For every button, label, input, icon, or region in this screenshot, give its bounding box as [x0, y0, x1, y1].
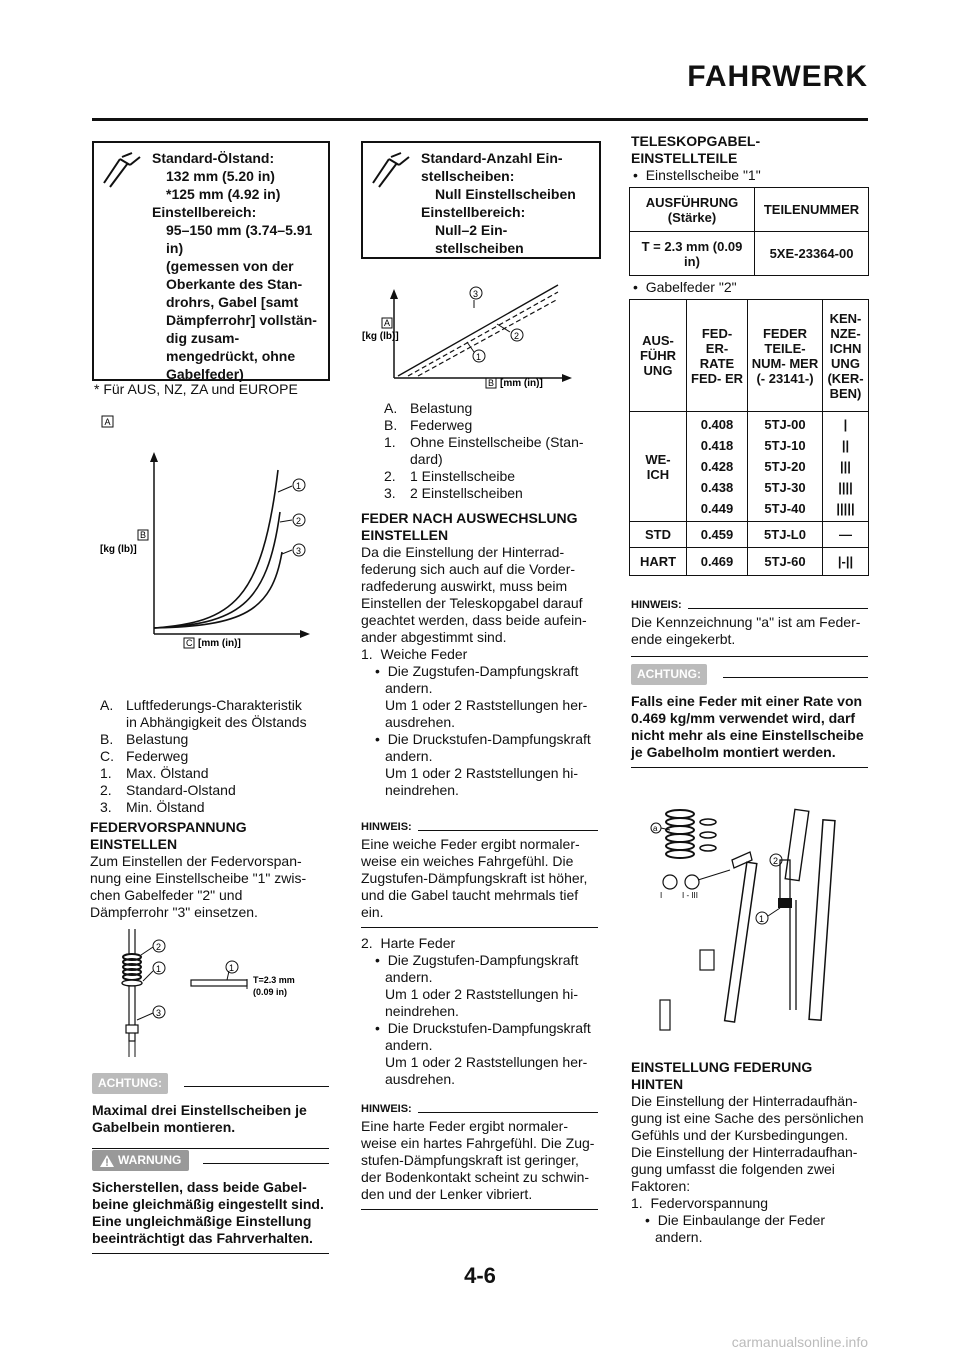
caution-line: je Gabelholm montiert werden.: [631, 744, 836, 760]
list-item-soft: 1. Weiche Feder: [361, 646, 468, 662]
body-line: gung ist eine Sache des persönlichen: [631, 1110, 864, 1126]
section-title: EINSTELLUNG FEDERUNG: [631, 1059, 813, 1075]
section-title-cont: HINTEN: [631, 1076, 684, 1092]
section-title: FEDERVORSPANNUNG: [90, 819, 247, 835]
caution-left: [92, 1073, 329, 1149]
table-cell: 5TJ-00: [764, 417, 806, 432]
section-rear-suspension: [631, 1059, 871, 1246]
fig3-label-b: B: [488, 378, 495, 388]
bullet-cont: ausdrehen.: [385, 714, 456, 730]
fig-unit-y: [kg (lb)]: [100, 544, 137, 555]
caution-line: nicht mehr als eine Einstellscheibe: [631, 727, 864, 743]
bullet-cont: Um 1 oder 2 Raststellungen her-: [385, 1054, 588, 1070]
table-cell: 5XE-23364-00: [755, 232, 869, 276]
note-soft: [361, 819, 598, 928]
fig4-marking-2: I - III: [682, 891, 698, 900]
legend-item: in Abhängigkeit des Ölstands: [126, 714, 307, 730]
fig4-callout-1: 1: [759, 914, 765, 924]
table-cell: 0.428: [700, 459, 734, 474]
bullet-item: • Einstellscheibe "1": [633, 167, 761, 183]
bullet-cont: Um 1 oder 2 Raststellungen her-: [385, 697, 588, 713]
note-line: weise ein weiches Fahrgefühl. Die: [361, 853, 574, 869]
spec-line: Oberkante des Stan-: [166, 276, 303, 292]
table-cell: 0.408: [700, 417, 734, 432]
legend-item: B. Federweg: [384, 417, 473, 433]
caution-badge: ACHTUNG:: [631, 664, 707, 685]
fig-label-c: C: [186, 638, 193, 648]
table-cell: |: [843, 417, 848, 432]
bullet-cont: andern.: [385, 748, 433, 764]
legend-item: 2. Standard-Olstand: [100, 782, 236, 798]
section-title-cont: EINSTELLEN: [361, 527, 449, 543]
body-line: Einstellen der Teleskopgabel darauf: [361, 595, 583, 611]
caution-line: Falls eine Feder mit einer Rate von: [631, 693, 863, 709]
header-rule: [92, 118, 868, 121]
fig-label-b: B: [140, 530, 147, 540]
fig4-label-a: a: [653, 824, 658, 833]
caliper-icon: [100, 151, 144, 191]
watermark: carmanualsonline.info: [731, 1334, 868, 1350]
bullet-cont: neindrehen.: [385, 1003, 459, 1019]
note-line: den und der Lenker vibriert.: [361, 1186, 533, 1202]
spec-line: 132 mm (5.20 in): [166, 168, 275, 184]
warning-badge: WARNUNG: [92, 1150, 189, 1171]
bullet-cont: andern.: [655, 1229, 703, 1245]
list-item-hard: 2. Harte Feder: [361, 935, 456, 951]
spec-line: stellscheiben: [435, 240, 524, 256]
warning-left: [92, 1150, 329, 1254]
fig2-callout-1: 1: [156, 964, 162, 974]
table-cell: |-||: [823, 548, 869, 576]
spec-line: Einstellbereich:: [152, 204, 257, 220]
note-line: Eine harte Feder ergibt normaler-: [361, 1118, 568, 1134]
bullet-cont: Um 1 oder 2 Raststellungen hi-: [385, 765, 578, 781]
table-cell: 5TJ-10: [764, 438, 806, 453]
table-header: FED- ER- RATE FED- ER: [687, 300, 748, 412]
section-title-cont: EINSTELLTEILE: [631, 150, 738, 166]
body-line: Da die Einstellung der Hinterrad-: [361, 544, 565, 560]
body-line: Die Einstellung der Hinterradaufhan-: [631, 1144, 858, 1160]
note-line: ein.: [361, 904, 384, 920]
spec-line: mengedrückt, ohne: [166, 348, 296, 364]
bullet-cont: andern.: [385, 680, 433, 696]
note-line: Eine weiche Feder ergibt normaler-: [361, 836, 580, 852]
body-line: geachtet werden, dass beide aufein-: [361, 612, 587, 628]
fig4-callout-2: 2: [773, 856, 779, 866]
legend-oil-level: [100, 697, 335, 816]
section-spring-change: [361, 510, 601, 799]
spacer-rate-diagram: [362, 280, 582, 392]
fig2-thickness-in: (0.09 in): [253, 987, 288, 997]
fig3-callout-1: 1: [476, 352, 482, 362]
note-line: stufen-Dämpfungskraft ist geringer,: [361, 1152, 579, 1168]
warning-line: beine gleichmäßig eingestellt sind.: [92, 1196, 324, 1212]
spec-line: (gemessen von der: [166, 258, 294, 274]
table-cell: HART: [630, 548, 687, 576]
table-header: AUS- FÜHR UNG: [630, 300, 687, 412]
spring-table: [629, 299, 869, 576]
table-cell: 5TJ-60: [748, 548, 823, 576]
spec-line: Standard-Ölstand:: [152, 150, 275, 166]
fig2-callout-3: 3: [156, 1008, 162, 1018]
legend-item: 3. 2 Einstellscheiben: [384, 485, 523, 501]
spec-line: stellscheiben:: [421, 168, 515, 184]
table-cell: 0.469: [687, 548, 748, 576]
legend-item: 1. Max. Ölstand: [100, 765, 209, 781]
table-cell: 0.459: [687, 522, 748, 548]
body-line: Die Einstellung der Hinterradaufhän-: [631, 1093, 858, 1109]
list-item: 1. Federvorspannung: [631, 1195, 768, 1211]
note-label: HINWEIS:: [631, 599, 682, 611]
spec-line: drohrs, Gabel [samt: [166, 294, 299, 310]
fig-label-a: A: [104, 417, 111, 427]
table-header: FEDER TEILE- NUM- MER (- 23141-): [748, 300, 823, 412]
fork-exploded-diagram: [640, 800, 855, 1050]
spec-text-oil-level: [152, 149, 322, 383]
caliper-icon: [369, 151, 413, 191]
spacer-diagram: [115, 925, 325, 1060]
note-line: und die Gabel taucht mehrmals tief: [361, 887, 579, 903]
fig-callout-2: 2: [296, 516, 302, 526]
legend-item: 2. 1 Einstellscheibe: [384, 468, 516, 484]
fig2-thickness: T=2.3 mm: [253, 975, 295, 985]
bullet-item: • Die Zugstufen-Dampfungskraft: [375, 663, 579, 679]
table-header: KEN- NZE- ICHN UNG (KER- BEN): [823, 300, 869, 412]
table-cell: |||: [840, 459, 851, 474]
fig3-unit-y: [kg (lb)]: [362, 331, 399, 342]
caution-line: Gabelbein montieren.: [92, 1119, 236, 1135]
legend-item: A. Belastung: [384, 400, 473, 416]
bullet-item: • Die Druckstufen-Dampfungskraft: [375, 1020, 591, 1036]
table-cell: 5TJ-L0: [748, 522, 823, 548]
spec-line: Null Einstellscheiben: [435, 186, 576, 202]
fig3-callout-2: 2: [514, 331, 520, 341]
legend-item: 3. Min. Ölstand: [100, 799, 205, 815]
body-line: nung eine Einstellscheibe "1" zwis-: [90, 870, 307, 886]
spec-line: 95–150 mm (3.74–5.91: [166, 222, 313, 238]
note-line: ende eingekerbt.: [631, 631, 736, 647]
bullet-cont: Um 1 oder 2 Raststellungen hi-: [385, 986, 578, 1002]
table-cell: ||: [841, 438, 850, 453]
spec-line: Dämpferrohr] vollstän-: [166, 312, 317, 328]
table-cell-group: WE- ICH: [630, 412, 687, 522]
note-line: weise ein hartes Fahrgefühl. Die Zug-: [361, 1135, 595, 1151]
caution-badge: ACHTUNG:: [92, 1073, 168, 1094]
note-line: der Bodenkontakt scheint zu schwin-: [361, 1169, 590, 1185]
spec-line: *125 mm (4.92 in): [166, 186, 281, 202]
table-cell: 0.449: [700, 501, 734, 516]
body-line: chen Gabelfeder "2" und: [90, 887, 243, 903]
body-line: Dämpferrohr "3" einsetzen.: [90, 904, 258, 920]
section-title-cont: EINSTELLEN: [90, 836, 178, 852]
bullet-cont: andern.: [385, 969, 433, 985]
table-cell: STD: [630, 522, 687, 548]
caution-line: Maximal drei Einstellscheiben je: [92, 1102, 307, 1118]
table-cell: 5TJ-30: [764, 480, 806, 495]
warning-line: beeinträchtigt das Fahrverhalten.: [92, 1230, 313, 1246]
table-cell: T = 2.3 mm (0.09 in): [630, 232, 755, 276]
table-header: TEILENUMMER: [755, 188, 869, 232]
table-header: AUSFÜHRUNG (Stärke): [630, 188, 755, 232]
note-label: HINWEIS:: [361, 1103, 412, 1115]
section-title: FEDER NACH AUSWECHSLUNG: [361, 510, 578, 526]
table-cell: 5TJ-20: [764, 459, 806, 474]
body-line: Faktoren:: [631, 1178, 691, 1194]
table-cell: |||||: [836, 501, 855, 516]
air-spring-diagram: [92, 412, 332, 657]
spec-line: Null–2 Ein-: [435, 222, 508, 238]
bullet-item: • Die Einbaulange der Feder: [645, 1212, 826, 1228]
fig3-callout-3: 3: [473, 289, 479, 299]
table-cell: 5TJ-40: [764, 501, 806, 516]
legend-item: A. Luftfederungs-Charakteristik: [100, 697, 302, 713]
warning-triangle-icon: [100, 1155, 114, 1167]
body-line: ander abgestimmt sind.: [361, 629, 507, 645]
legend-spacers: [384, 400, 599, 502]
table-cell: 0.438: [700, 480, 734, 495]
warning-line: Eine ungleichmäßige Einstellung: [92, 1213, 312, 1229]
bullet-cont: andern.: [385, 1037, 433, 1053]
body-line: Gefühls und der Kursbedingungen.: [631, 1127, 849, 1143]
list-hard: [361, 935, 601, 1088]
spec-box-spacers: [361, 141, 601, 259]
legend-item: C. Federweg: [100, 748, 189, 764]
spec-line: Standard-Anzahl Ein-: [421, 150, 563, 166]
page-title: FAHRWERK: [687, 60, 868, 93]
spec-line: Einstellbereich:: [421, 204, 526, 220]
fig3-label-a: A: [384, 318, 391, 328]
bullet-item: • Die Druckstufen-Dampfungskraft: [375, 731, 591, 747]
spec-footnote: * Für AUS, NZ, ZA und EUROPE: [94, 381, 298, 397]
table-cell: ||||: [838, 480, 853, 495]
caution-right: [631, 664, 868, 768]
note-right: [631, 597, 868, 657]
spacer-table: [629, 187, 869, 276]
legend-item: B. Belastung: [100, 731, 189, 747]
caution-line: 0.469 kg/mm verwendet wird, darf: [631, 710, 856, 726]
spec-line: in): [166, 240, 184, 256]
legend-item: 1. Ohne Einstellscheibe (Stan-: [384, 434, 584, 450]
note-label: HINWEIS:: [361, 821, 412, 833]
body-line: Zum Einstellen der Federvorspan-: [90, 853, 302, 869]
fig-callout-3: 3: [296, 546, 302, 556]
fig2-callout-2: 2: [156, 942, 162, 952]
section-preload: [90, 819, 330, 921]
note-line: Zugstufen-Dämpfungskraft ist höher,: [361, 870, 588, 886]
spec-text-spacers: [421, 149, 593, 257]
note-hard: [361, 1101, 598, 1210]
fig4-marking-1: I: [660, 891, 663, 900]
fig-unit-x: [mm (in)]: [198, 638, 241, 649]
spec-box-oil-level: [92, 141, 330, 381]
section-title: TELESKOPGABEL-: [631, 133, 761, 149]
bullet-item: • Die Zugstufen-Dampfungskraft: [375, 952, 579, 968]
section-fork-parts: [631, 133, 871, 184]
spec-line: Gabelfeder): [166, 366, 244, 382]
page-number: 4-6: [464, 1263, 496, 1288]
spec-line: dig zusam-: [166, 330, 240, 346]
legend-item: dard): [410, 451, 443, 467]
warning-line: Sicherstellen, dass beide Gabel-: [92, 1179, 307, 1195]
fig2-callout-1b: 1: [229, 963, 235, 973]
table-cell: —: [823, 522, 869, 548]
note-line: Die Kennzeichnung "a" ist am Feder-: [631, 614, 861, 630]
body-line: radfederung auswirkt, muss beim: [361, 578, 568, 594]
body-line: federung sich auch auf die Vorder-: [361, 561, 576, 577]
bullet-cont: ausdrehen.: [385, 1071, 456, 1087]
bullet-spring: • Gabelfeder "2": [633, 279, 737, 295]
body-line: gung umfasst die folgenden zwei: [631, 1161, 835, 1177]
bullet-cont: neindrehen.: [385, 782, 459, 798]
fig3-unit-x: [mm (in)]: [500, 378, 543, 389]
fig-callout-1: 1: [296, 481, 302, 491]
table-cell: 0.418: [700, 438, 734, 453]
